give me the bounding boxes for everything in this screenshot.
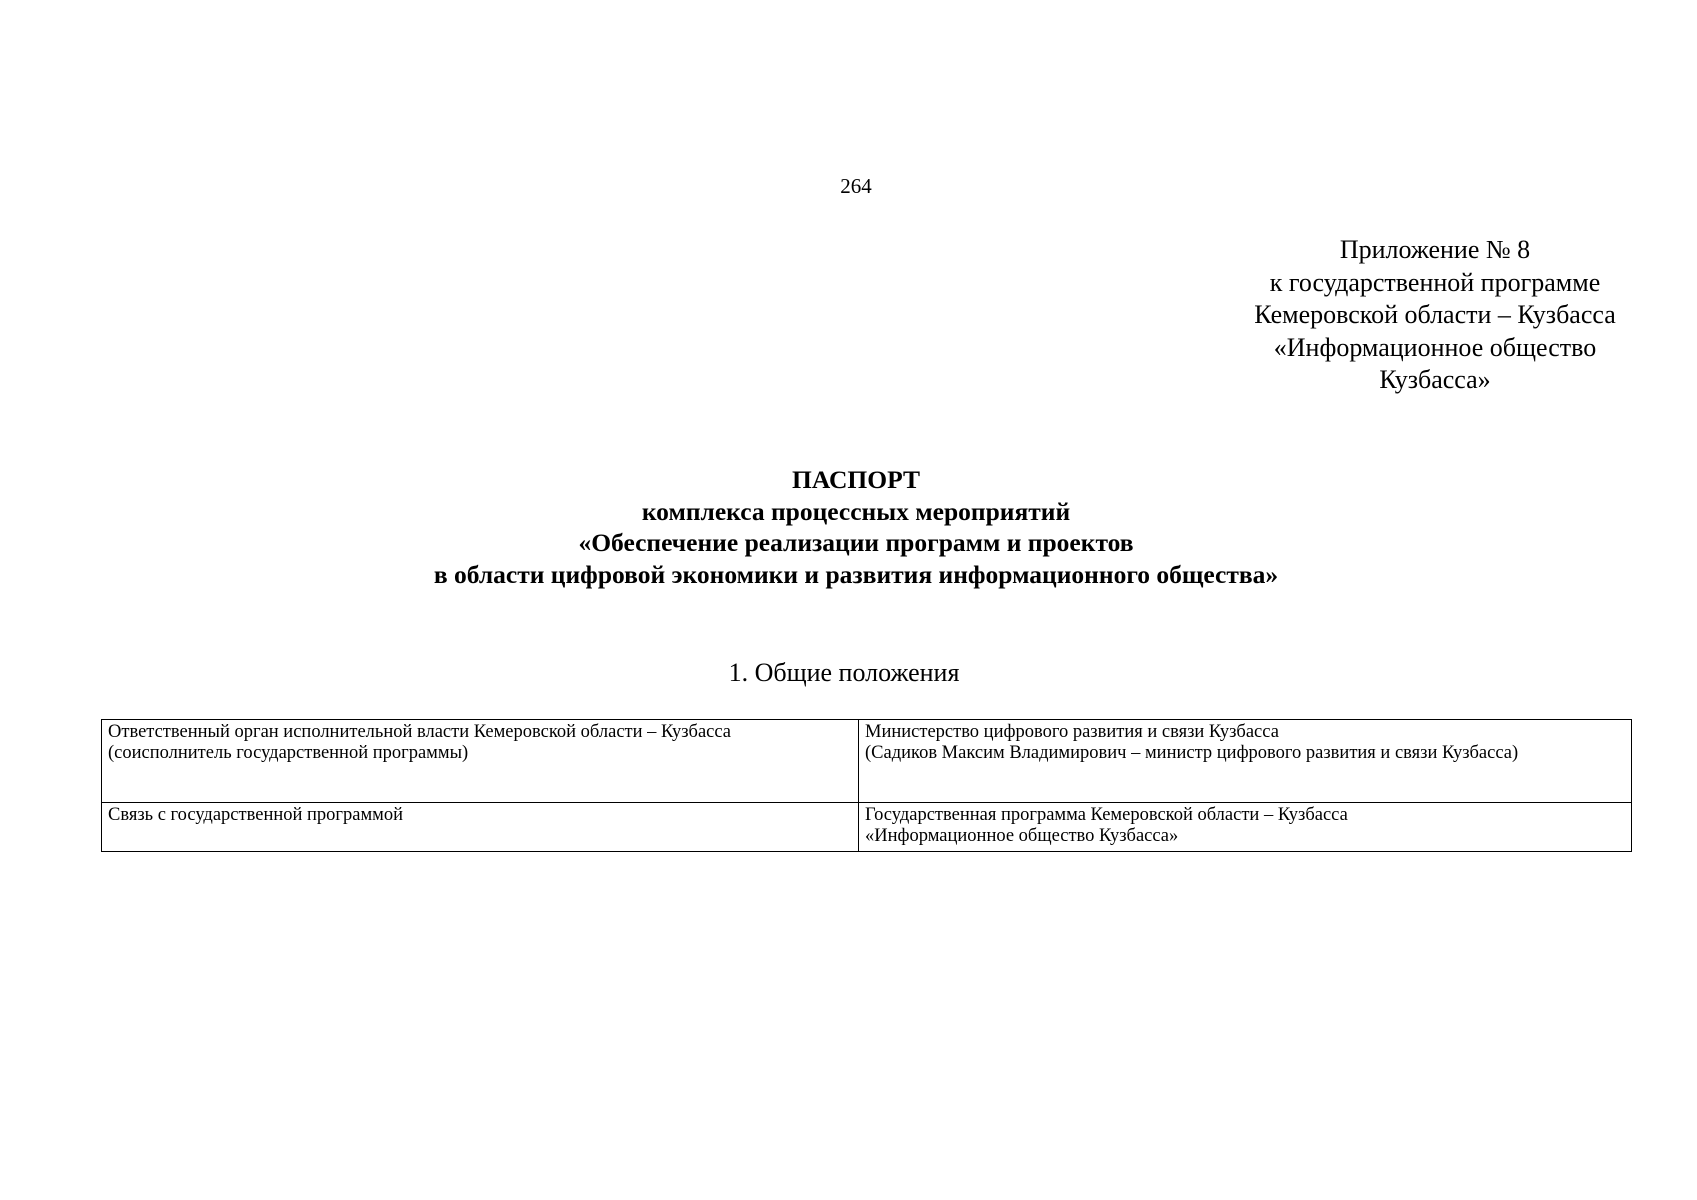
appendix-line: Приложение № 8 [1339,235,1531,264]
table-cell-label [102,803,859,852]
cell-text: (соисполнитель государственной программы) [108,743,469,763]
title-line: ПАСПОРТ [792,465,920,494]
title-line: в области цифровой экономики и развития информационного общества» [433,559,1279,589]
cell-text: Государственная программа Кемеровской области – Кузбасса [865,805,1348,825]
document-title [0,464,1697,590]
table-row [102,803,1632,852]
table-cell-value [859,720,1632,803]
appendix-line: Кемеровской области – Кузбасса [1254,300,1616,329]
table-cell-value [859,803,1632,852]
appendix-note [1180,234,1690,397]
appendix-line: к государственной программе [1269,267,1601,297]
table-cell-label [102,720,859,803]
title-line: «Обеспечение реализации программ и проектов [578,528,1134,557]
page-number: 264 [840,174,872,198]
cell-text: Ответственный орган исполнительной власти Кемеровской области – Кузбасса [108,722,732,742]
cell-text: Связь с государственной программой [108,805,404,825]
cell-text: (Садиков Максим Владимирович – министр цифрового развития и связи Кузбасса) [865,743,1519,763]
cell-text: «Информационное общество Кузбасса» [865,826,1179,846]
table-row [102,720,1632,803]
general-provisions-table [101,719,1632,852]
appendix-line: Кузбасса» [1379,365,1491,394]
appendix-line: «Информационное общество [1273,332,1597,362]
cell-text: Министерство цифрового развития и связи Кузбасса [865,722,1279,742]
section-heading: 1. Общие положения [728,658,960,687]
title-line: комплекса процессных мероприятий [641,496,1071,526]
